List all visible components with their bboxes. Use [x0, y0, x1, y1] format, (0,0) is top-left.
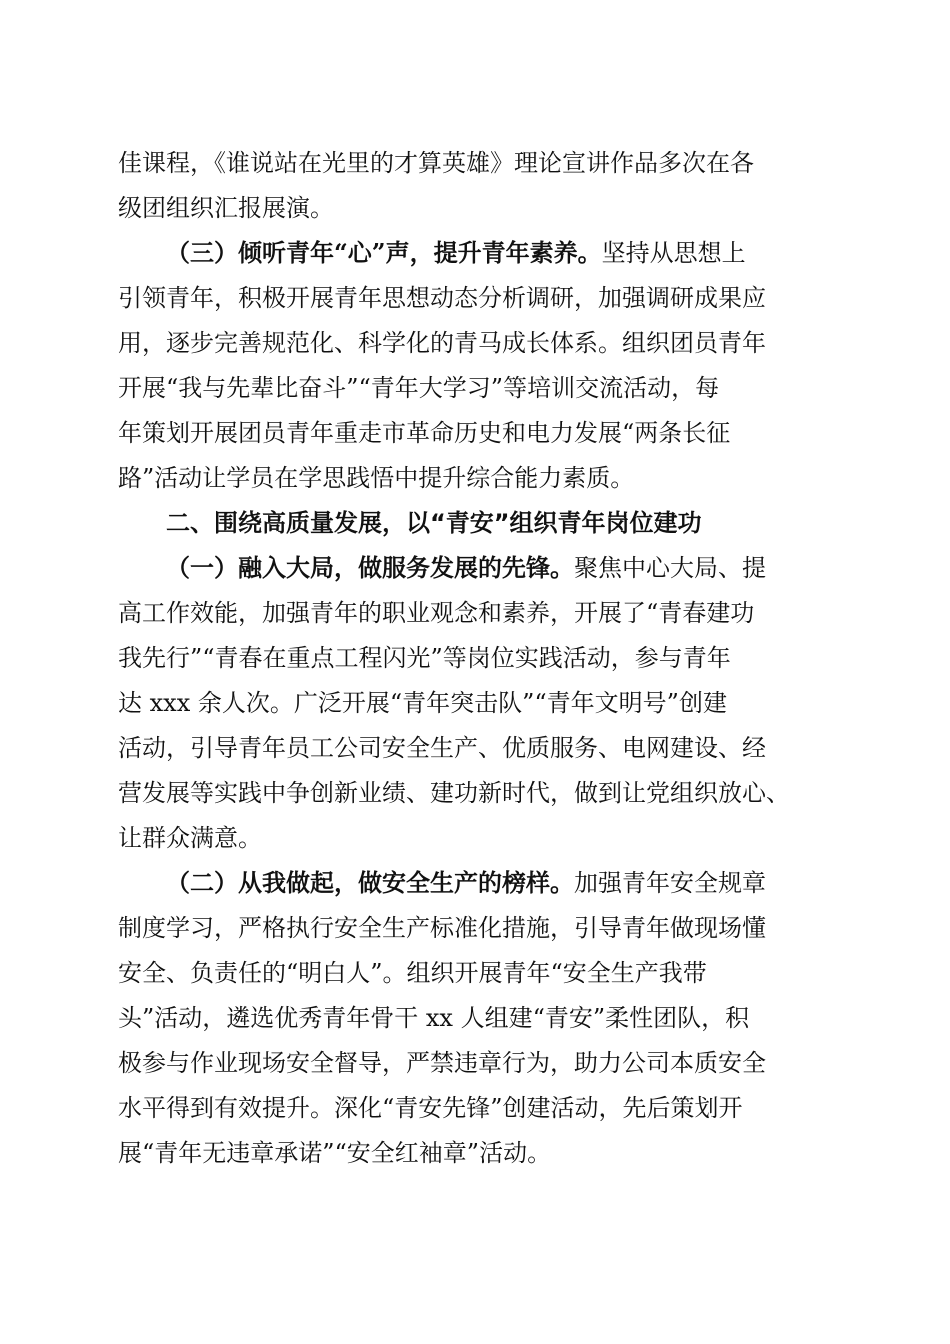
subheading-lead: （三）倾听青年“心”声，提升青年素养。	[166, 238, 602, 267]
subheading-paragraph	[166, 548, 766, 588]
text-line: 极参与作业现场安全督导，严禁违章行为，助力公司本质安全	[118, 1049, 766, 1077]
text-line: 坚持从思想上	[601, 239, 746, 267]
text-line: 安全、负责任的“明白人”。组织开展青年“安全生产我带	[118, 959, 707, 987]
text-line: 展“青年无违章承诺”“安全红袖章”活动。	[118, 1139, 552, 1167]
text-line: 水平得到有效提升。深化“青安先锋”创建活动，先后策划开	[118, 1094, 743, 1122]
text-line: 达 xxx 余人次。广泛开展“青年突击队”“青年文明号”创建	[118, 689, 727, 717]
text-line: 聚焦中心大局、提	[574, 554, 766, 582]
text-line: 年策划开展团员青年重走市革命历史和电力发展“两条长征	[118, 419, 731, 447]
text-line: 活动，引导青年员工公司安全生产、优质服务、电网建设、经	[118, 734, 766, 762]
text-line: 营发展等实践中争创新业绩、建功新时代，做到让党组织放心、	[118, 779, 790, 807]
text-line: 高工作效能，加强青年的职业观念和素养，开展了“青春建功	[118, 599, 755, 627]
text-line: 开展“我与先辈比奋斗”“青年大学习”等培训交流活动，每	[118, 374, 720, 402]
section-heading: 二、围绕高质量发展，以“青安”组织青年岗位建功	[166, 509, 702, 537]
text-line: 我先行”“青春在重点工程闪光”等岗位实践活动，参与青年	[118, 644, 731, 672]
text-line: 佳课程，《谁说站在光里的才算英雄》理论宣讲作品多次在各	[118, 149, 754, 177]
text-line: 引领青年，积极开展青年思想动态分析调研，加强调研成果应	[118, 284, 766, 312]
text-line: 用，逐步完善规范化、科学化的青马成长体系。组织团员青年	[118, 329, 766, 357]
text-line: 头”活动，遴选优秀青年骨干 xx 人组建“青安”柔性团队，积	[118, 1004, 750, 1032]
text-line: 加强青年安全规章	[574, 869, 766, 897]
subheading-lead: （二）从我做起，做安全生产的榜样。	[166, 868, 574, 897]
text-line: 级团组织汇报展演。	[118, 194, 334, 222]
text-line: 路”活动让学员在学思践悟中提升综合能力素质。	[118, 464, 635, 492]
subheading-paragraph	[166, 233, 746, 273]
subheading-lead: （一）融入大局，做服务发展的先锋。	[166, 553, 574, 582]
text-line: 制度学习，严格执行安全生产标准化措施，引导青年做现场懂	[118, 914, 766, 942]
text-line: 让群众满意。	[118, 824, 262, 852]
subheading-paragraph	[166, 863, 766, 903]
